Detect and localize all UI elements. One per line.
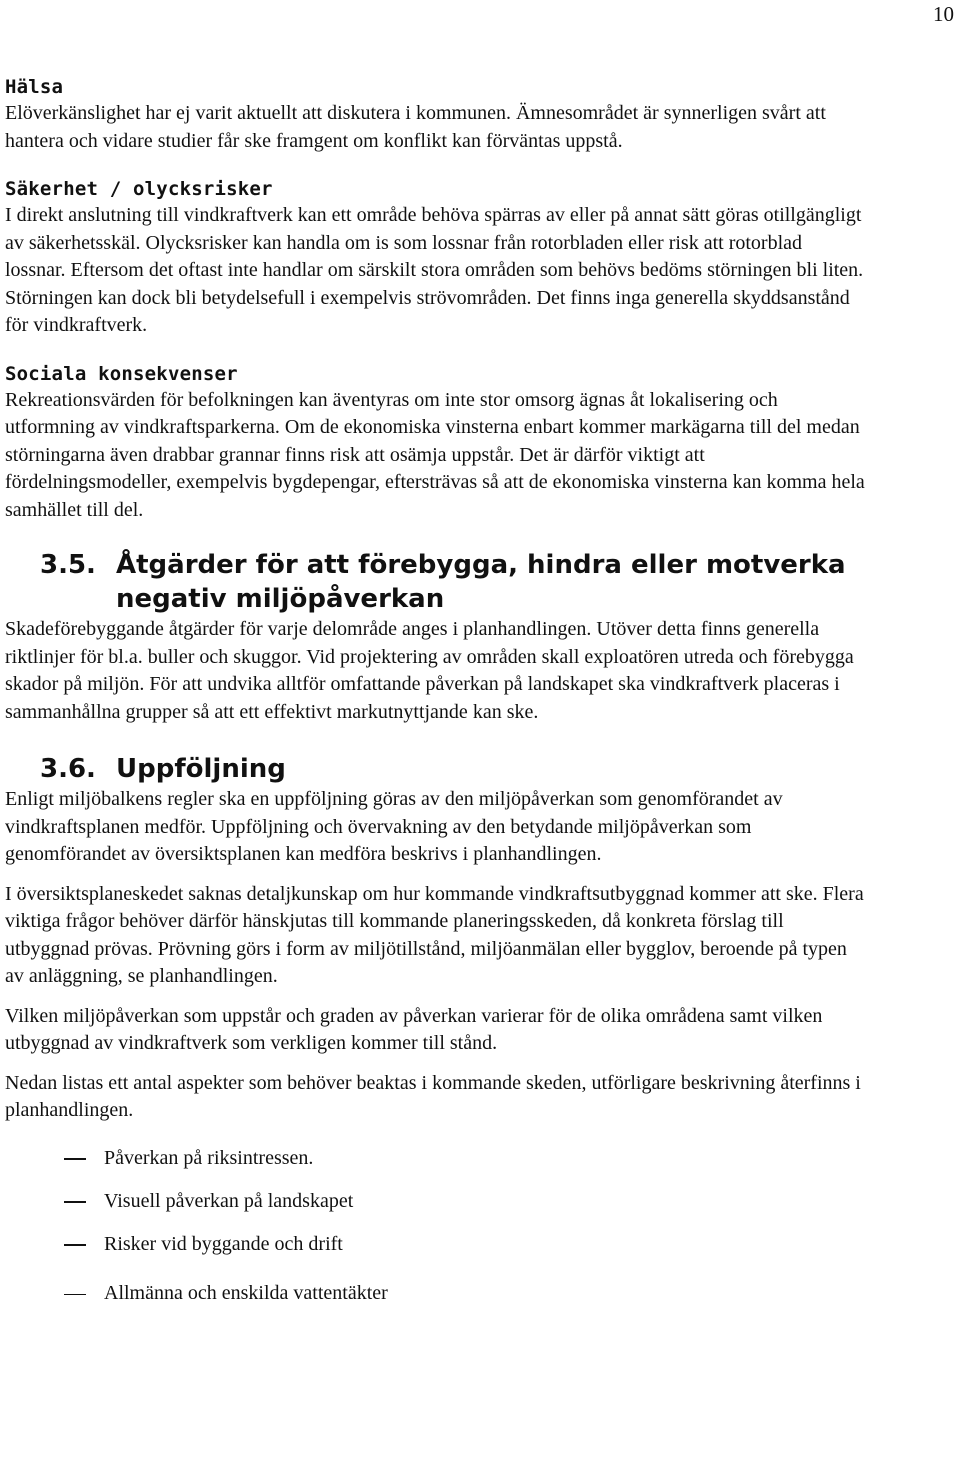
section-number-3-5: 3.5.: [40, 550, 96, 580]
list-item: [5, 1231, 867, 1259]
heading-sociala: Sociala konsekvenser: [5, 362, 238, 385]
page-number: 10: [933, 2, 954, 26]
paragraph-halsa: Elöverkänslighet har ej varit aktuellt att diskutera i kommunen. Ämnesområdet är synnerligen svårt att hantera och vidare studier får ske framgent om konflikt kan förväntas uppstå.: [5, 102, 826, 152]
section-number-3-6: 3.6.: [40, 754, 96, 784]
paragraph-3-6-4: Nedan listas ett antal aspekter som behöver beaktas i kommande skeden, utförligare beskrivning återfinns i planhandlingen.: [5, 1071, 861, 1121]
dash-bullet: [64, 1145, 104, 1173]
page-content: [5, 74, 867, 1308]
paragraph-sociala: Rekreationsvärden för befolkningen kan äventyras om inte stor omsorg ägnas åt lokalisering och utformning av vindkraftsparkerna. Om de ekonomiska vinsterna enbart kommer markägarna till del medan störningarna även drabbar grannar finns risk att osämja uppstår. Det är därför viktigt att fördelningsmodeller, exempelvis bygdepengar, eftersträvas så att de ekonomiska vinsterna kan komma hela samhället till del.: [5, 388, 865, 521]
list-item: [5, 1280, 867, 1308]
paragraph-3-6-3: Vilken miljöpåverkan som uppstår och graden av påverkan varierar för de olika områdena samt vilken utbyggnad av vindkraftverk som verkligen kommer till stånd.: [5, 1004, 823, 1054]
list-item-text: Risker vid byggande och drift: [104, 1232, 343, 1255]
aspect-list: [5, 1145, 867, 1308]
heading-sakerhet: Säkerhet / olycksrisker: [5, 178, 273, 200]
list-item: [5, 1188, 867, 1216]
list-item-text: Påverkan på riksintressen.: [104, 1146, 314, 1169]
dash-bullet: [64, 1231, 104, 1259]
list-item-text: Allmänna och enskilda vattentäkter: [104, 1282, 388, 1304]
dash-bullet: [64, 1188, 104, 1216]
list-item-text: Visuell påverkan på landskapet: [104, 1189, 354, 1212]
paragraph-3-6-1: Enligt miljöbalkens regler ska en uppföljning göras av den miljöpåverkan som genomförandet av vindkraftsplanen medför. Uppföljning och övervakning av den betydande miljöpåverkan som genomförandet av översiktsplanen kan medföra beskrivs i planhandlingen.: [5, 788, 783, 865]
section-heading-3-6: [5, 752, 867, 786]
paragraph-3-5: Skadeförebyggande åtgärder för varje delområde anges i planhandlingen. Utöver detta finns generella riktlinjer för bl.a. buller och skuggor. Vid projektering av områden skall exploatören utreda och förebygga skador på miljön. För att undvika alltför omfattande påverkan på landskapet ska vindkraftverk placeras i sammanhållna grupper så att ett effektivt markutnyttjande kan ske.: [5, 618, 854, 723]
section-heading-3-5: [5, 548, 867, 616]
dash-bullet: [64, 1280, 104, 1308]
paragraph-3-6-2: I översiktsplaneskedet saknas detaljkunskap om hur kommande vindkraftsutbyggnad kommer att ske. Flera viktiga frågor behöver därför hänskjutas till kommande planeringsskeden, då konkreta förslag till utbyggnad prövas. Prövning görs i form av miljötillstånd, miljöanmälan eller bygglov, beroende på typen av anläggning, se planhandlingen.: [5, 882, 864, 987]
paragraph-sakerhet: I direkt anslutning till vindkraftverk kan ett område behöva spärras av eller på annat sätt göras otillgängligt av säkerhetsskäl. Olycksrisker kan handla om is som lossnar från rotorbladen eller risk att rotorblad lossnar. Eftersom det oftast inte handlar om särskilt stora områden som behövs bedöms störningen bli liten. Störningen kan dock bli betydelsefull i exempelvis strövområden. Det finns inga generella skyddsanstånd för vindkraftverk.: [5, 204, 864, 336]
section-title-3-5: Åtgärder för att förebygga, hindra eller motverka negativ miljöpåverkan: [116, 550, 846, 614]
heading-halsa: Hälsa: [5, 76, 64, 98]
section-title-3-6: Uppföljning: [116, 754, 286, 784]
list-item: [5, 1145, 867, 1173]
